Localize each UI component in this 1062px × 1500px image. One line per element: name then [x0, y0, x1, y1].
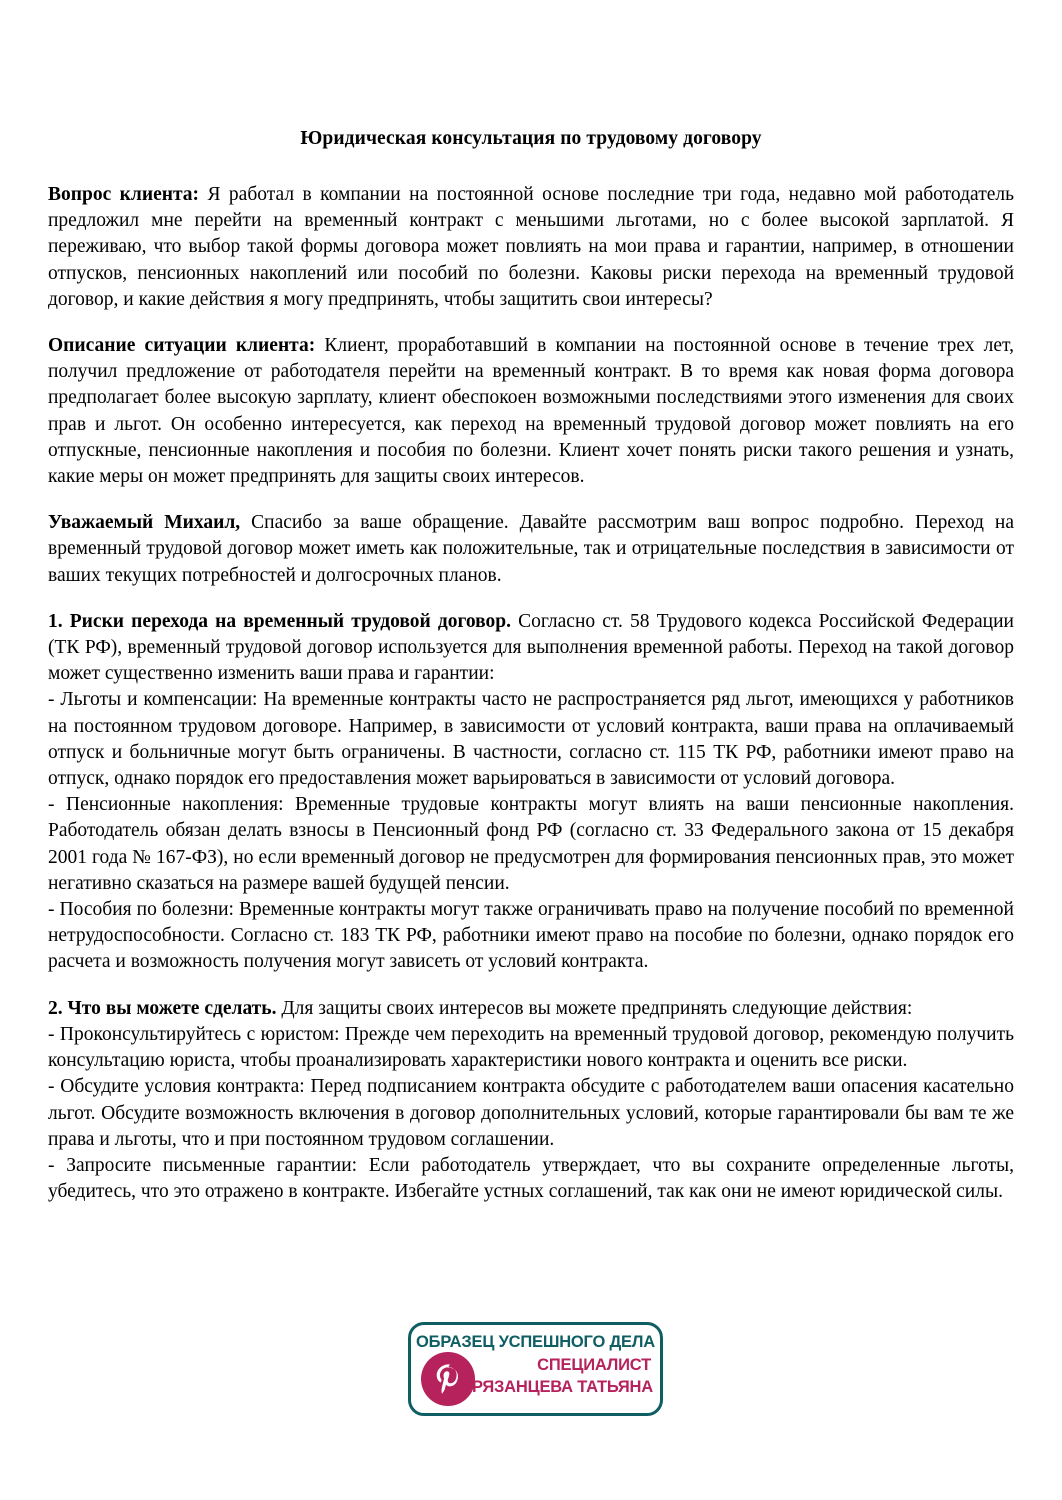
spacer [48, 313, 1014, 333]
pinterest-logo-icon [420, 1351, 476, 1407]
paragraph-risk-benefits [48, 687, 1014, 792]
paragraph-text-action-lawyer: - Проконсультируйтесь с юристом: Прежде чем переходить на временный трудовой договор, рекомендую получить консультацию юриста, чтобы проанализировать характеристики нового контракта и оценить все риски. [48, 1023, 1014, 1072]
paragraph-lead-client-question: Вопрос клиента: [48, 184, 200, 205]
spacer [48, 589, 1014, 609]
success-case-stamp [408, 1322, 663, 1416]
paragraph-text-risk-benefits: - Льготы и компенсации: На временные контракты часто не распространяется ряд льгот, имеющихся у работников на постоянном трудовом договоре. Например, в зависимости от условий контракта, ваши права на оплачиваемый отпуск и больничные могут быть ограничены. В частности, согласно ст. 115 ТК РФ, работники имеют право на отпуск, однако порядок его предоставления может варьироваться в зависимости от условий договора. [48, 689, 1014, 790]
paragraph-action-discuss [48, 1074, 1014, 1153]
paragraph-risk-pension [48, 792, 1014, 897]
spacer [48, 152, 1014, 182]
paragraph-text-greeting: Спасибо за ваше обращение. Давайте рассмотрим ваш вопрос подробно. Переход на временный трудовой договор может иметь как положительные, так и отрицательные последствия в зависимости от ваших текущих потребностей и долгосрочных планов. [48, 512, 1014, 586]
paragraph-greeting [48, 510, 1014, 589]
paragraph-section-1-risks [48, 609, 1014, 688]
page-title: Юридическая консультация по трудовому договору [300, 128, 762, 149]
paragraph-text-client-question: Я работал в компании на постоянной основе последние три года, недавно мой работодатель предложил мне перейти на временный контракт с меньшими льготами, но с более высокой зарплатой. Я переживаю, что выбор такой формы договора может повлиять на мои права и гарантии, например, в отношении отпусков, пенсионных накоплений или пособий по болезни. Каковы риски перехода на временный трудовой договор, и какие действия я могу предпринять, чтобы защитить свои интересы? [48, 184, 1014, 310]
paragraph-action-lawyer [48, 1022, 1014, 1074]
stamp-line-specialist: СПЕЦИАЛИСТ [537, 1356, 651, 1374]
paragraph-text-section-1: Согласно ст. 58 Трудового кодекса Российской Федерации (ТК РФ), временный трудовой договор используется для выполнения временной работы. Переход на такой договор может существенно изменить ваши права и гарантии: [48, 610, 1014, 685]
paragraph-text-risk-sickness: - Пособия по болезни: Временные контракты могут также ограничивать право на получение пособий по временной нетрудоспособности. Согласно ст. 183 ТК РФ, работники имеют право на пособие по болезни, однако порядок его расчета и возможность получения могут зависеть от условий контракта. [48, 899, 1014, 973]
spacer [48, 490, 1014, 510]
paragraph-text-action-written: - Запросите письменные гарантии: Если работодатель утверждает, что вы сохраните определенные льготы, убедитесь, что это отражено в контракте. Избегайте устных соглашений, так как они не имеют юридической силы. [48, 1154, 1014, 1203]
stamp-line-sample-case: ОБРАЗЕЦ УСПЕШНОГО ДЕЛА [416, 1333, 655, 1351]
paragraph-lead-greeting: Уважаемый Михаил, [48, 512, 241, 534]
paragraph-text-section-2: Для защиты своих интересов вы можете предпринять следующие действия: [276, 997, 913, 1019]
paragraph-lead-client-situation: Описание ситуации клиента: [48, 335, 316, 357]
paragraph-text-action-discuss: - Обсудите условия контракта: Перед подписанием контракта обсудите с работодателем ваши опасения касательно льгот. Обсудите возможность включения в договор дополнительных условий, которые гарантировали бы вам те же права и льготы, что и при постоянном трудовом соглашении. [48, 1076, 1014, 1150]
paragraph-risk-sickness [48, 897, 1014, 976]
document-body [48, 0, 1014, 1205]
paragraph-client-situation [48, 333, 1014, 490]
paragraph-text-risk-pension: - Пенсионные накопления: Временные трудовые контракты могут влиять на ваши пенсионные накопления. Работодатель обязан делать взносы в Пенсионный фонд РФ (согласно ст. 33 Федерального закона от 15 декабря 2001 года № 167-ФЗ), но если временный договор не предусмотрен для формирования пенсионных прав, это может негативно сказаться на размере вашей будущей пенсии. [48, 794, 1014, 894]
paragraph-text-client-situation: Клиент, проработавший в компании на постоянной основе в течение трех лет, получил предложение от работодателя перейти на временный контракт. В то время как новая форма договора предполагает более высокую зарплату, клиент обеспокоен возможными последствиями этого изменения для своих прав и льгот. Он особенно интересуется, как переход на временный трудовой договор может повлиять на его отпускные, пенсионные накопления и пособия по болезни. Клиент хочет понять риски такого решения и узнать, какие меры он может предпринять для защиты своих интересов. [48, 335, 1014, 488]
stamp-content [408, 1322, 663, 1416]
paragraph-action-written [48, 1153, 1014, 1205]
paragraph-section-2-actions [48, 996, 1014, 1022]
paragraph-client-question [48, 182, 1014, 313]
paragraph-lead-section-2: 2. Что вы можете сделать. [48, 997, 277, 1019]
stamp-line-name: РЯЗАНЦЕВА ТАТЬЯНА [471, 1378, 653, 1396]
spacer [48, 976, 1014, 996]
paragraph-lead-section-1: 1. Риски перехода на временный трудовой договор. [48, 610, 511, 632]
